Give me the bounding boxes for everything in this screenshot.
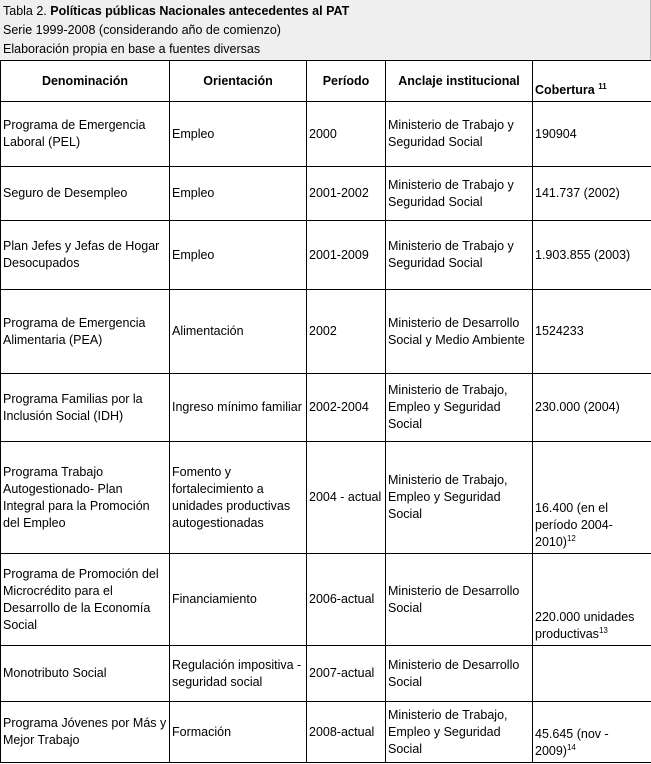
cell-orientacion: Ingreso mínimo familiar bbox=[170, 374, 307, 442]
cell-periodo: 2004 - actual bbox=[307, 442, 386, 554]
caption-series: Serie 1999-2008 (considerando año de comienzo) bbox=[3, 23, 281, 37]
cell-orientacion: Empleo bbox=[170, 221, 307, 290]
footnote-ref: 14 bbox=[566, 742, 576, 752]
cell-orientacion: Alimentación bbox=[170, 290, 307, 374]
coverage-value: 220.000 unidades productivas bbox=[535, 610, 635, 641]
cell-denominacion: Monotributo Social bbox=[1, 646, 170, 702]
table-row bbox=[1, 554, 651, 646]
cell-denominacion: Programa Familias por la Inclusión Social (IDH) bbox=[1, 374, 170, 442]
header-cobertura-label: Cobertura bbox=[535, 83, 595, 97]
caption-label: Tabla 2. bbox=[3, 4, 47, 18]
header-anclaje: Anclaje institucional bbox=[386, 61, 533, 102]
cell-denominacion: Programa de Promoción del Microcrédito para el Desarrollo de la Economía Social bbox=[1, 554, 170, 646]
table-row bbox=[1, 102, 651, 167]
policies-table bbox=[0, 60, 651, 763]
cell-anclaje: Ministerio de Trabajo, Empleo y Seguridad Social bbox=[386, 442, 533, 554]
cell-cobertura bbox=[533, 646, 651, 702]
table-row bbox=[1, 442, 651, 554]
cell-periodo: 2000 bbox=[307, 102, 386, 167]
cell-anclaje: Ministerio de Desarrollo Social bbox=[386, 646, 533, 702]
cell-periodo: 2002 bbox=[307, 290, 386, 374]
cell-anclaje: Ministerio de Trabajo y Seguridad Social bbox=[386, 167, 533, 221]
cell-periodo: 2007-actual bbox=[307, 646, 386, 702]
table-header-row bbox=[1, 61, 651, 102]
caption-source: Elaboración propia en base a fuentes diversas bbox=[3, 42, 261, 56]
cell-anclaje: Ministerio de Desarrollo Social bbox=[386, 554, 533, 646]
cell-anclaje: Ministerio de Trabajo, Empleo y Seguridad Social bbox=[386, 702, 533, 763]
cell-periodo: 2001-2009 bbox=[307, 221, 386, 290]
header-cobertura bbox=[533, 61, 651, 102]
cell-anclaje: Ministerio de Desarrollo Social y Medio Ambiente bbox=[386, 290, 533, 374]
coverage-value: 1.903.855 (2003) bbox=[535, 247, 631, 262]
cell-cobertura bbox=[533, 702, 651, 763]
table-row bbox=[1, 290, 651, 374]
cell-cobertura bbox=[533, 290, 651, 374]
cell-anclaje: Ministerio de Trabajo y Seguridad Social bbox=[386, 221, 533, 290]
coverage-value: 45.645 (nov - 2009) bbox=[535, 727, 609, 758]
cell-periodo: 2001-2002 bbox=[307, 167, 386, 221]
coverage-value: 190904 bbox=[535, 126, 577, 141]
cell-denominacion: Programa de Emergencia Laboral (PEL) bbox=[1, 102, 170, 167]
cell-orientacion: Fomento y fortalecimiento a unidades productivas autogestionadas bbox=[170, 442, 307, 554]
cell-orientacion: Regulación impositiva - seguridad social bbox=[170, 646, 307, 702]
footnote-ref: 12 bbox=[566, 533, 576, 543]
table-row bbox=[1, 221, 651, 290]
cell-orientacion: Empleo bbox=[170, 167, 307, 221]
table-row bbox=[1, 646, 651, 702]
cell-denominacion: Programa de Emergencia Alimentaria (PEA) bbox=[1, 290, 170, 374]
coverage-value: 230.000 (2004) bbox=[535, 400, 620, 414]
table-row bbox=[1, 167, 651, 221]
cell-cobertura bbox=[533, 167, 651, 221]
table-row bbox=[1, 374, 651, 442]
coverage-value: 16.400 (en el período 2004-2010) bbox=[535, 501, 613, 549]
cell-periodo: 2008-actual bbox=[307, 702, 386, 763]
cell-orientacion: Financiamiento bbox=[170, 554, 307, 646]
cell-cobertura bbox=[533, 102, 651, 167]
caption-title: Políticas públicas Nacionales antecedentes al PAT bbox=[50, 4, 350, 18]
cell-denominacion: Programa Jóvenes por Más y Mejor Trabajo bbox=[1, 702, 170, 763]
cell-periodo: 2002-2004 bbox=[307, 374, 386, 442]
cell-cobertura bbox=[533, 221, 651, 290]
footnote-ref: 11 bbox=[598, 81, 607, 91]
cell-denominacion: Seguro de Desempleo bbox=[1, 167, 170, 221]
cell-cobertura bbox=[533, 374, 651, 442]
caption-title-line bbox=[3, 2, 647, 21]
cell-periodo: 2006-actual bbox=[307, 554, 386, 646]
table-row bbox=[1, 702, 651, 763]
header-orientacion: Orientación bbox=[170, 61, 307, 102]
cell-denominacion: Programa Trabajo Autogestionado- Plan Integral para la Promoción del Empleo bbox=[1, 442, 170, 554]
cell-denominacion: Plan Jefes y Jefas de Hogar Desocupados bbox=[1, 221, 170, 290]
cell-cobertura bbox=[533, 442, 651, 554]
cell-anclaje: Ministerio de Trabajo y Seguridad Social bbox=[386, 102, 533, 167]
footnote-ref: 13 bbox=[598, 625, 608, 635]
table-caption bbox=[0, 0, 651, 60]
cell-anclaje: Ministerio de Trabajo, Empleo y Seguridad Social bbox=[386, 374, 533, 442]
coverage-value: 141.737 (2002) bbox=[535, 186, 620, 200]
cell-orientacion: Formación bbox=[170, 702, 307, 763]
cell-orientacion: Empleo bbox=[170, 102, 307, 167]
header-denominacion: Denominación bbox=[1, 61, 170, 102]
cell-cobertura bbox=[533, 554, 651, 646]
coverage-value: 1524233 bbox=[535, 324, 584, 338]
header-periodo: Período bbox=[307, 61, 386, 102]
